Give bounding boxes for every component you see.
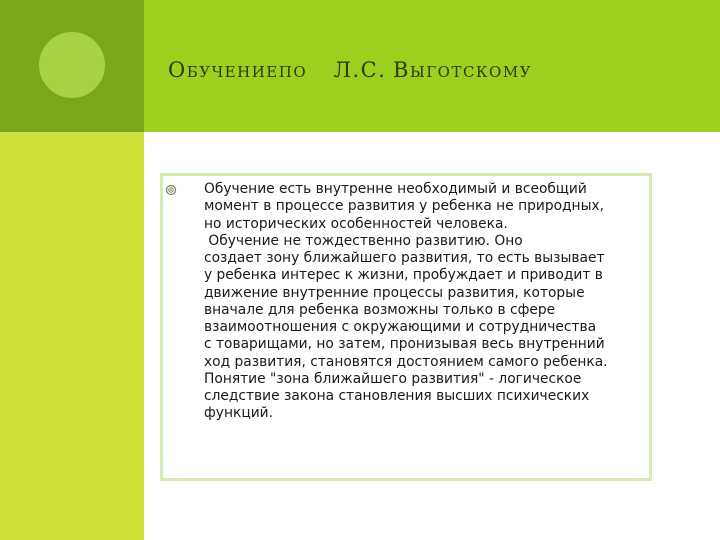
circle-decoration (39, 32, 105, 98)
body-line: создает зону ближайшего развития, то есть вызывает (204, 250, 605, 266)
body-line: Понятие "зона ближайшего развития" - логическое (204, 370, 582, 387)
body-line: момент в процессе развития у ребенка не природных, (204, 198, 605, 215)
body-line: функций. (204, 405, 274, 422)
title-part-1: БУЧЕНИЕПО (186, 63, 308, 81)
title-cap-o: О (168, 58, 187, 82)
body-line: Обучение есть внутренне необходимый и всеобщий (204, 181, 587, 197)
wreath-bullet-icon (165, 184, 177, 200)
body-line: ход развития, становятся достоянием самого ребенка. (204, 353, 608, 370)
body-line: движение внутренние процессы развития, которые (204, 284, 585, 301)
body-line: следствие закона становления высших психических (204, 388, 590, 404)
body-line: вначале для ребенка возможны только в сфере (204, 301, 556, 318)
body-text (204, 181, 654, 423)
body-line: у ребенка интерес к жизни, пробуждает и приводит в (204, 267, 603, 284)
slide-title (168, 58, 708, 92)
body-line: с товарищами, но затем, пронизывая весь внутренний (204, 336, 605, 353)
title-part-2: ЫГОТСКОМУ (409, 63, 533, 81)
left-decor-bar (0, 132, 144, 540)
body-line: взаимоотношения с окружающими и сотрудничества (204, 319, 597, 335)
title-cap-v: В (393, 58, 410, 82)
title-part-ls: Л.С. (333, 58, 387, 82)
body-line: Обучение не тождественно развитию. Оно (204, 232, 523, 249)
body-line: но исторических особенностей человека. (204, 215, 508, 232)
